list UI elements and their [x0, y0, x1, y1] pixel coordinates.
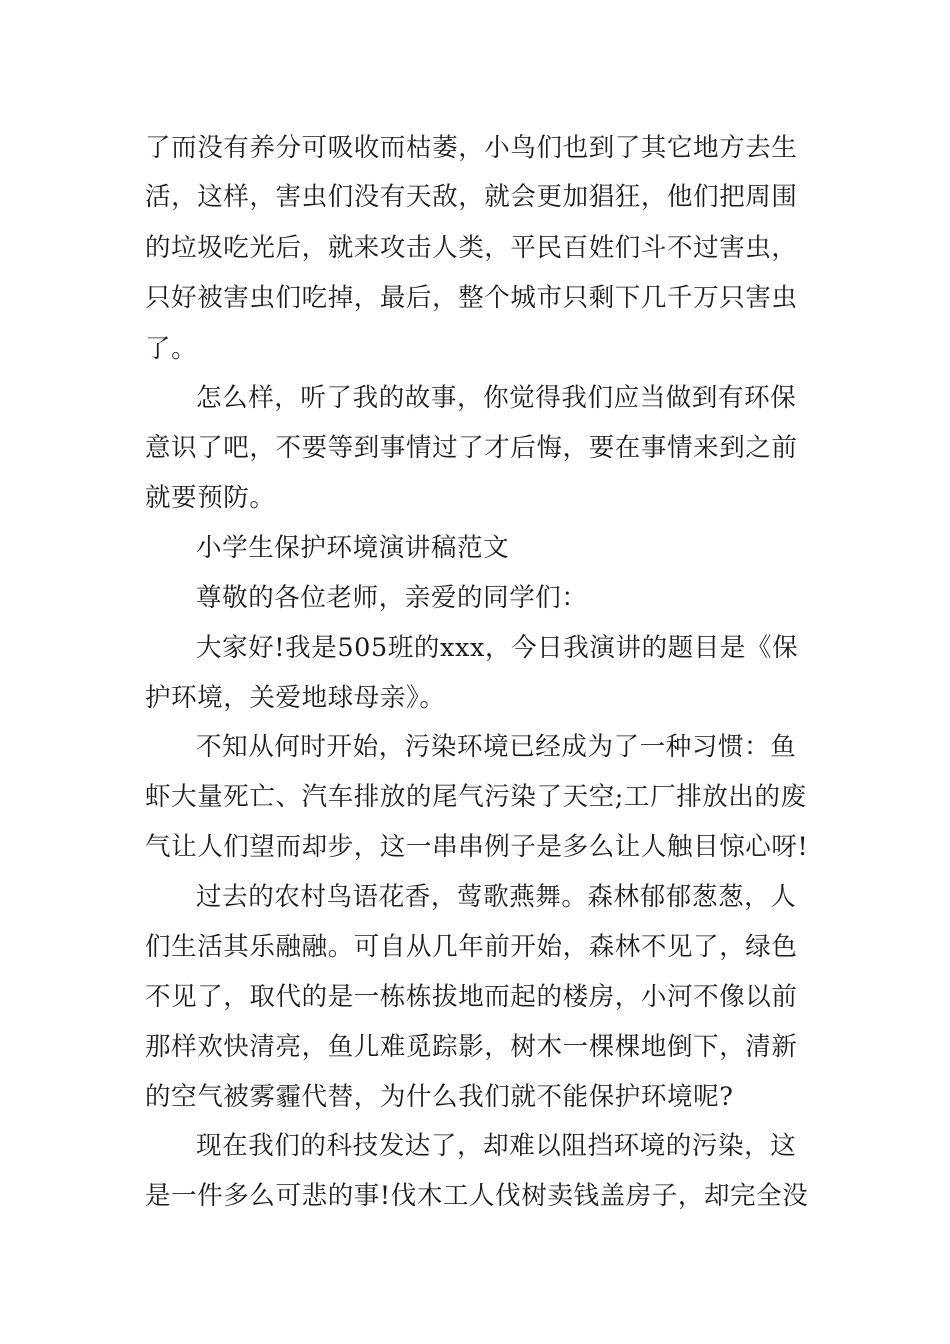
text-line: 虾大量死亡、汽车排放的尾气污染了天空;工厂排放出的废 [145, 782, 807, 812]
text-line: 了。 [145, 334, 198, 364]
text-line: 了而没有养分可吸收而枯萎，小鸟们也到了其它地方去生 [145, 133, 798, 163]
text-line: 只好被害虫们吃掉，最后，整个城市只剩下几千万只害虫 [145, 283, 798, 313]
paragraph-first-line: 大家好!我是505班的xxx，今日我演讲的题目是《保 [196, 633, 799, 663]
paragraph-first-line: 怎么样，听了我的故事，你觉得我们应当做到有环保 [196, 383, 797, 413]
text-line: 是一件多么可悲的事!伐木工人伐树卖钱盖房子，却完全没 [145, 1181, 809, 1211]
paragraph-first-line: 现在我们的科技发达了，却难以阻挡环境的污染，这 [196, 1131, 797, 1161]
text-line: 的空气被雾霾代替，为什么我们就不能保护环境呢? [145, 1082, 734, 1112]
text-line: 的垃圾吃光后，就来攻击人类，平民百姓们斗不过害虫， [145, 233, 798, 263]
salutation: 尊敬的各位老师，亲爱的同学们： [196, 583, 588, 613]
paragraph-first-line: 过去的农村鸟语花香，莺歌燕舞。森林郁郁葱葱，人 [196, 882, 797, 912]
section-title: 小学生保护环境演讲稿范文 [196, 533, 510, 563]
text-line: 意识了吧，不要等到事情过了才后悔，要在事情来到之前 [145, 433, 798, 463]
text-line: 就要预防。 [145, 483, 276, 513]
text-line: 们生活其乐融融。可自从几年前开始，森林不见了，绿色 [145, 932, 798, 962]
text-line: 那样欢快清亮，鱼儿难觅踪影，树木一棵棵地倒下，清新 [145, 1032, 798, 1062]
text-line: 活，这样，害虫们没有天敌，就会更加猖狂，他们把周围 [145, 182, 798, 212]
text-line: 气让人们望而却步，这一串串例子是多么让人触目惊心呀! [145, 832, 809, 862]
text-line: 护环境，关爱地球母亲》。 [145, 683, 446, 713]
paragraph-first-line: 不知从何时开始，污染环境已经成为了一种习惯：鱼 [196, 732, 797, 762]
text-line: 不见了，取代的是一栋栋拔地而起的楼房，小河不像以前 [145, 982, 798, 1012]
